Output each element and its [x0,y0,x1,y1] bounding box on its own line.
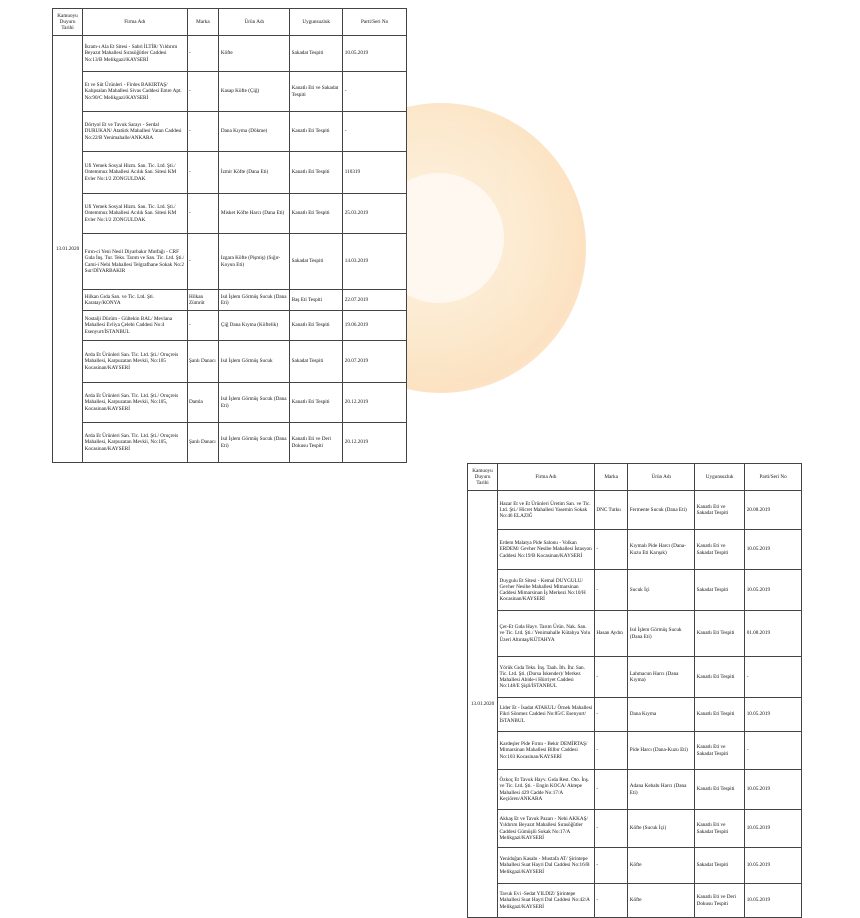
batch-no-cell: 10.05.2019 [745,770,802,810]
firm-name-cell: Et ve Süt Ürünleri - Firdes BAKIRTAŞ/ Kalıpsalan Mahallesi Sivas Caddesi Emre Apt. No:90/C Melikgazi/KAYSERİ [83,72,187,112]
firm-name-cell: Yörük Gıda Teks. İnş. Taah. İth. İhr. San. Tic. Ltd. Şti. (Dursa İskender)/ Merkez Mahallesi Abide-i Hürriyet Caddesi No:148/E Şişli/İSTANBUL [498,657,595,698]
nonconformity-cell: Kanatlı Eti Tespiti [290,383,343,423]
product-cell: Köfte [219,36,290,72]
batch-no-cell: 10.05.2019 [745,884,802,918]
product-cell: Kasap Köfte (Çiğ) [219,72,290,112]
product-cell: Isıl İşlem Görmüş Sucuk (Dana Eti) [219,423,290,463]
batch-no-cell: 01.08.2019 [745,611,802,657]
firm-name-cell: Lider Et - İsadat ATAKUL/ Örnek Mahallesi Fikri Sönmez Caddesi No:85/C Esenyurt/İSTANBUL [498,698,595,732]
product-cell: Dana Kıyma [628,698,695,732]
firm-name-cell: Çer-Et Gıda Hayv. Tarım Ürün. Nak. San. ve Tic. Ltd. Şti./ Yenimahalle Kütahya Yolu Üzeri Altıntaş/KÜTAHYA [498,611,595,657]
nonconformity-cell: Kanatlı Eti Tespiti [290,311,343,341]
firm-name-cell: Dörtyol Et ve Tavuk Sarayı - Serdal DURUKAN/ Atatürk Mahallesi Vatan Caddesi No:22/B Yenimahalle/ANKARA [83,112,187,152]
product-cell: Misket Köfte Harcı (Dana Eti) [219,194,290,234]
product-cell: Adana Kebabı Harcı (Dana Eti) [628,770,695,810]
nonconformity-cell: Kanatlı Eti ve Deri Dokusu Tespiti [290,423,343,463]
product-cell: Köfte [628,884,695,918]
firm-name-cell: Özkoç Et Tavuk Hayv. Gıda Rest. Oto. İnş. ve Tic. Ltd. Şti. - Engin KOCA/ Aktepe Mahallesi 429 Cadde No:17/A Keçiören/ANKARA [498,770,595,810]
nonconformity-cell: Kanatlı Eti Tespiti [695,698,745,732]
brand-cell: - [594,657,627,698]
brand-cell: - [187,72,219,112]
table-row [468,810,802,848]
batch-no-cell: 14.03.2019 [343,234,407,290]
brand-cell: - [187,112,219,152]
batch-no-cell: 110319 [343,152,407,194]
table-row [53,72,407,112]
brand-cell: Şanlı Danacı [187,423,219,463]
col-header-marka: Marka [187,9,219,36]
table-row [468,848,802,884]
product-cell: Isıl İşlem Görmüş Sucuk (Dana Eti) [219,383,290,423]
nonconformity-cell: Sakadat Tespiti [290,234,343,290]
table-row [53,234,407,290]
batch-no-cell: 10.05.2019 [745,848,802,884]
nonconformity-cell: Sakadat Tespiti [695,570,745,611]
col-header-urun: Ürün Adı [628,464,695,491]
product-cell: Fermente Sucuk (Dana Eti) [628,491,695,530]
product-cell: Kıymalı Pide Harcı (Dana-Kuzu Eti Karışık) [628,530,695,570]
header-row [53,9,407,36]
batch-no-cell: 20.07.2019 [343,341,407,383]
col-header-marka: Marka [594,464,627,491]
batch-no-cell: - [343,112,407,152]
brand-cell: - [187,152,219,194]
table-row [468,530,802,570]
brand-cell: - [594,570,627,611]
table-row [53,290,407,311]
product-cell: İzmir Köfte (Dana Eti) [219,152,290,194]
table-row [53,311,407,341]
batch-no-cell: 20.12.2019 [343,423,407,463]
table-row [468,570,802,611]
nonconformity-cell: Kanatlı Eti ve Sakadat Tespiti [695,491,745,530]
firm-name-cell: Kardeşler Pide Fırını - Bekir DEMİRTAŞ/ Mimarsinan Mahallesi Bilbır Caddesi No:103 Kocasinan/KAYSERİ [498,732,595,770]
firm-name-cell: Yenidoğan Kasabı - Mustafa AT/ Şirintepe Mahallesi Suat Hayri Dal Caddesi No:16/B Melikgazi/KAYSERİ [498,848,595,884]
col-header-date: Kamuoyu Duyuru Tarihi [53,9,83,36]
firm-name-cell: Ufi Yemek Sosyal Hizm. San. Tic. Ltd. Şti./ Ontemmuz Mahallesi Acılık San. Sitesi KM Evler No:1/2 ZONGULDAK [83,194,187,234]
header-row [468,464,802,491]
product-cell: Sucuk İçi [628,570,695,611]
firm-name-cell: Hilkan Gıda San. ve Tic. Ltd. Şti. Karatay/KONYA [83,290,187,311]
product-cell: Köfte (Sucuk İçi) [628,810,695,848]
col-header-parti: Parti/Seri No [343,9,407,36]
product-cell: Isıl İşlem Görmüş Sucuk (Dana Eti) [219,290,290,311]
batch-no-cell: 20.12.2019 [343,383,407,423]
table-row [53,36,407,72]
col-header-date: Kamuoyu Duyuru Tarihi [468,464,498,491]
batch-no-cell: 10.05.2019 [745,530,802,570]
batch-no-cell: 19.06.2019 [343,311,407,341]
right-table-page [467,463,802,918]
firm-name-cell: Tavuk Evi -Sedat YILDIZ/ Şirintepe Mahallesi Suat Hayri Dal Caddesi No:42/A Melikgazi/KAYSERİ [498,884,595,918]
table-row [53,112,407,152]
product-cell: Köfte [628,848,695,884]
product-cell: Izgara Köfte (Pişmiş) (Sığır-Koyun Eti) [219,234,290,290]
col-header-firma: Firma Adı [83,9,187,36]
brand-cell: - [594,884,627,918]
nonconformity-cell: Baş Eti Tespiti [290,290,343,311]
firm-name-cell: Erdem Malatya Pide Salonu - Volkan ERDEM/ Gevher Nesibe Mahallesi İstasyon Caddesi No:19/B Kocasinan/KAYSERİ [498,530,595,570]
firm-name-cell: Fırın-ci Yeni Nesil Diyarbakır Mutfağı - CRF Gıda İnş. Tur. Teks. Tarım ve San. Tic. Ltd. Şti./ Cami-i Nebi Mahallesi Telgrafhane Sokak No:2 Sur/DİYARBAKIR [83,234,187,290]
batch-no-cell: 10.05.2019 [343,36,407,72]
batch-no-cell: 20.08.2019 [745,491,802,530]
nonconformity-cell: Kanatlı Eti ve Sakadat Tespiti [290,72,343,112]
brand-cell: - [187,194,219,234]
table-row [468,732,802,770]
nonconformity-cell: Kanatlı Eti ve Sakadat Tespiti [695,810,745,848]
table-row [53,423,407,463]
left-table-page [52,8,407,463]
product-cell: Dana Kıyma (Dökme) [219,112,290,152]
announcement-date-cell: 13.01.2020 [53,36,83,463]
nonconformity-cell: Kanatlı Eti ve Sakadat Tespiti [695,732,745,770]
firm-name-cell: Arda Et Ürünleri San. Tic. Ltd. Şti./ Oruçreis Mahallesi, Karpuzatan Mevkii, No:105, Kocasinan/KAYSERİ [83,423,187,463]
batch-no-cell: 10.05.2019 [745,810,802,848]
firm-name-cell: Ufi Yemek Sosyal Hizm. San. Tic. Ltd. Şti./ Ontemmuz Mahallesi Acılık San. Sitesi KM Evler No:1/2 ZONGULDAK [83,152,187,194]
brand-cell: - [594,732,627,770]
nonconformity-cell: Kanatlı Eti Tespiti [695,770,745,810]
brand-cell: Damla [187,383,219,423]
nonconformity-cell: Sakadat Tespiti [290,341,343,383]
table-row [468,491,802,530]
nonconformity-cell: Sakadat Tespiti [695,848,745,884]
batch-no-cell: - [745,657,802,698]
firm-name-cell: Arda Et Ürünleri San. Tic. Ltd. Şti./ Oruçreis Mahallesi, Karpuzatan Mevkii, No:105 Kocasinan/KAYSERİ [83,341,187,383]
table-row [468,611,802,657]
brand-cell: DNC Tutku [594,491,627,530]
table-row [468,698,802,732]
firm-name-cell: Hazar Et ve Et Ürünleri Üretim San. ve Tic. Ltd. Şti./ Hicret Mahallesi Yasemin Sokak No:46 ELAZIĞ [498,491,595,530]
brand-cell: - [594,698,627,732]
col-header-uygunsuzluk: Uygunsuzluk [695,464,745,491]
product-cell: Pide Harcı (Dana-Kuzu Eti) [628,732,695,770]
right-recall-table [467,463,802,918]
table-row [53,152,407,194]
batch-no-cell: 10.05.2019 [745,698,802,732]
firm-name-cell: Arda Et Ürünleri San. Tic. Ltd. Şti./ Oruçreis Mahallesi, Karpuzatan Mevkii, No:105, Kocasinan/KAYSERİ [83,383,187,423]
brand-cell: - [594,810,627,848]
nonconformity-cell: Kanatlı Eti ve Sakadat Tespiti [695,530,745,570]
col-header-parti: Parti/Seri No [745,464,802,491]
firm-name-cell: Duygulu Et Sitesi - Kemal DUYGULU/ Gevher Nesibe Mahallesi Mimarsinan Caddesi Mimarsinan İş Merkezi No:10/H Kocasinan/KAYSERİ [498,570,595,611]
announcement-date-cell: 13.01.2020 [468,491,498,918]
brand-cell: Hilkan Zümrüt [187,290,219,311]
nonconformity-cell: Sakadat Tespiti [290,36,343,72]
firm-name-cell: Nostalji Dürüm - Gültekin BAL/ Mevlana Mahallesi Evliya Çelebi Caddesi No:4 Esenyurt/İSTANBUL [83,311,187,341]
col-header-uygunsuzluk: Uygunsuzluk [290,9,343,36]
nonconformity-cell: Kanatlı Eti ve Deri Dokusu Tespiti [695,884,745,918]
brand-cell: - [594,530,627,570]
brand-cell: Şanlı Danacı [187,341,219,383]
table-row [468,884,802,918]
nonconformity-cell: Kanatlı Eti Tespiti [695,657,745,698]
product-cell: Lahmacun Harcı (Dana Kıyma) [628,657,695,698]
col-header-firma: Firma Adı [498,464,595,491]
batch-no-cell: 22.07.2019 [343,290,407,311]
nonconformity-cell: Kanatlı Eti Tespiti [290,194,343,234]
product-cell: Çiğ Dana Kıyma (Köftelik) [219,311,290,341]
brand-cell: - [594,770,627,810]
brand-cell: - [594,848,627,884]
product-cell: Isıl İşlem Görmüş Sucuk [219,341,290,383]
brand-cell: - [187,36,219,72]
col-header-urun: Ürün Adı [219,9,290,36]
batch-no-cell: 25.03.2019 [343,194,407,234]
table-row [53,194,407,234]
brand-cell: Hasan Aydın [594,611,627,657]
firm-name-cell: İkram-ı Ala Et Sitesi - Sabri İLTİR/ Yıldırım Beyazıt Mahallesi Sırasöğütler Caddesi No:13/B Melikgazi/KAYSERİ [83,36,187,72]
table-row [468,657,802,698]
batch-no-cell: 10.05.2019 [745,570,802,611]
table-row [53,383,407,423]
table-row [468,770,802,810]
firm-name-cell: Akkaş Et ve Tavuk Pazarı - Nebi AKKAŞ/ Yıldırım Beyazıt Mahallesi Sırasöğütler Caddesi Gümüşlü Sokak No:17/A Melikgazi/KAYSERİ [498,810,595,848]
brand-cell: - [187,311,219,341]
product-cell: Isıl İşlem Görmüş Sucuk (Dana Eti) [628,611,695,657]
brand-cell: - [187,234,219,290]
nonconformity-cell: Kanatlı Eti Tespiti [290,152,343,194]
table-row [53,341,407,383]
nonconformity-cell: Kanatlı Eti Tespiti [290,112,343,152]
nonconformity-cell: Kanatlı Eti Tespiti [695,611,745,657]
batch-no-cell: - [745,732,802,770]
batch-no-cell: - [343,72,407,112]
left-recall-table [52,8,407,463]
